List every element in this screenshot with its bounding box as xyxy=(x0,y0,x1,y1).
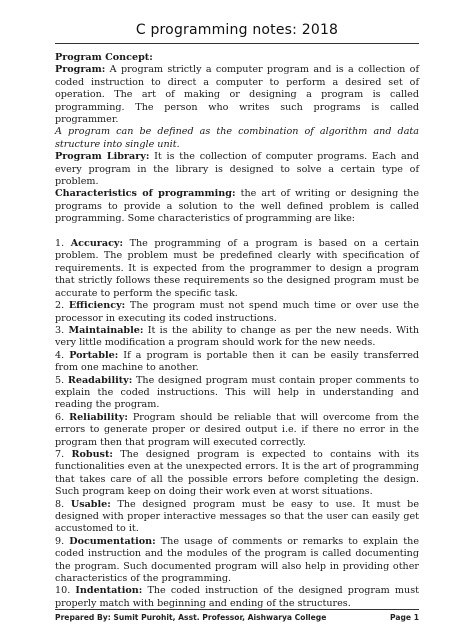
footer-prepared-by: Prepared By: Sumit Purohit, Asst. Professor, Aishwarya College xyxy=(55,613,327,622)
item-text: The designed program is expected to contains with its functionalities even at the unexpected errors. It is the art of programming that takes care of all the possible errors before completing the design. Such program keep on doing their work even at worst situations. xyxy=(55,448,420,498)
text-program: A program strictly a computer program and is a collection of coded instruction to direct a computer to perform a desired set of operation. The art of making or designing a program is called programming. The person who writes such programs is called programmer. xyxy=(55,64,419,126)
item-number: 10. xyxy=(55,585,76,597)
item-text: The designed program must contain proper comments to explain the coded instructions. This will help in understanding and reading the program. xyxy=(55,374,420,411)
item-number: 3. xyxy=(55,324,69,336)
paragraph-program xyxy=(55,64,419,126)
term-characteristics: Characteristics of programming: xyxy=(55,188,236,200)
list-item-maintainable xyxy=(55,325,419,350)
paragraph-library xyxy=(55,151,419,188)
item-term: Indentation: xyxy=(75,585,143,597)
section-heading: Program Concept: xyxy=(55,52,153,63)
list-item-robust xyxy=(55,449,419,499)
paragraph-definition: A program can be defined as the combination of algorithm and data structure into single unit. xyxy=(55,126,419,150)
item-term: Portable: xyxy=(69,349,119,361)
item-term: Maintainable: xyxy=(68,324,144,336)
footer-page-number: Page 1 xyxy=(390,613,419,622)
term-library: Program Library: xyxy=(55,151,150,163)
list-item-accuracy xyxy=(55,238,419,300)
item-text: The designed program must be easy to use. It must be designed with proper interactive messages so that the user can easily get accustomed to it. xyxy=(55,498,419,535)
item-number: 4. xyxy=(55,349,70,361)
header-divider xyxy=(55,43,419,44)
item-text: Program should be reliable that will overcome from the errors to generate proper or desired output i.e. if there no error in the program then that program will executed correctly. xyxy=(55,411,420,448)
item-number: 7. xyxy=(55,448,72,460)
item-term: Readability: xyxy=(67,374,133,386)
list-item-documentation xyxy=(55,536,419,586)
list-item-readability xyxy=(55,375,419,412)
footer-divider xyxy=(55,609,419,610)
list-item-reliability xyxy=(55,412,419,449)
text-characteristics: the art of writing or designing the programs to provide a solution to the well defined problem is called programming. Some characteristics of programming are like: xyxy=(55,188,420,225)
item-number: 9. xyxy=(55,535,70,547)
item-text: The coded instruction of the designed program must properly match with beginning and ending of the structures. xyxy=(55,585,419,609)
page-header-title: C programming notes: 2018 xyxy=(135,22,339,38)
list-item-usable xyxy=(55,499,419,536)
list-item-portable xyxy=(55,350,419,375)
item-number: 1. xyxy=(55,238,71,250)
item-number: 5. xyxy=(55,374,68,386)
term-program: Program: xyxy=(55,64,106,76)
item-term: Reliability: xyxy=(69,411,128,423)
item-text: The programming of a program is based on a certain problem. The problem must be predefined clearly with specification of requirements. It is expected from the programmer to design a program that strictly follows these requirements so the designed program must be accurate to perform the specific task. xyxy=(55,238,420,299)
item-number: 2. xyxy=(55,300,69,312)
paragraph-characteristics xyxy=(55,188,419,225)
list-item-indentation xyxy=(55,585,419,610)
item-text: The usage of comments or remarks to explain the coded instruction and the modules of the program is called documenting the program. Such documented program will also help in providing other characteristics of the programming. xyxy=(55,535,419,585)
list-item-efficiency xyxy=(55,300,419,325)
item-number: 8. xyxy=(55,498,71,510)
item-term: Accuracy: xyxy=(70,238,124,250)
item-term: Robust: xyxy=(71,448,113,460)
item-term: Documentation: xyxy=(69,535,156,547)
item-text: It is the ability to change as per the new needs. With very little modification a program should work for the new needs. xyxy=(55,324,419,349)
item-number: 6. xyxy=(55,411,70,423)
item-term: Usable: xyxy=(70,498,111,510)
text-library: It is the collection of computer programs. Each and every program in the library is designed to solve a certain type of problem. xyxy=(55,151,419,188)
item-term: Efficiency: xyxy=(68,300,126,312)
paragraph-gap xyxy=(55,226,419,238)
item-text: The program must not spend much time or over use the processor in executing its coded instructions. xyxy=(55,300,419,324)
document-body xyxy=(55,52,419,610)
item-text: If a program is portable then it can be easily transferred from one machine to another. xyxy=(55,349,420,374)
